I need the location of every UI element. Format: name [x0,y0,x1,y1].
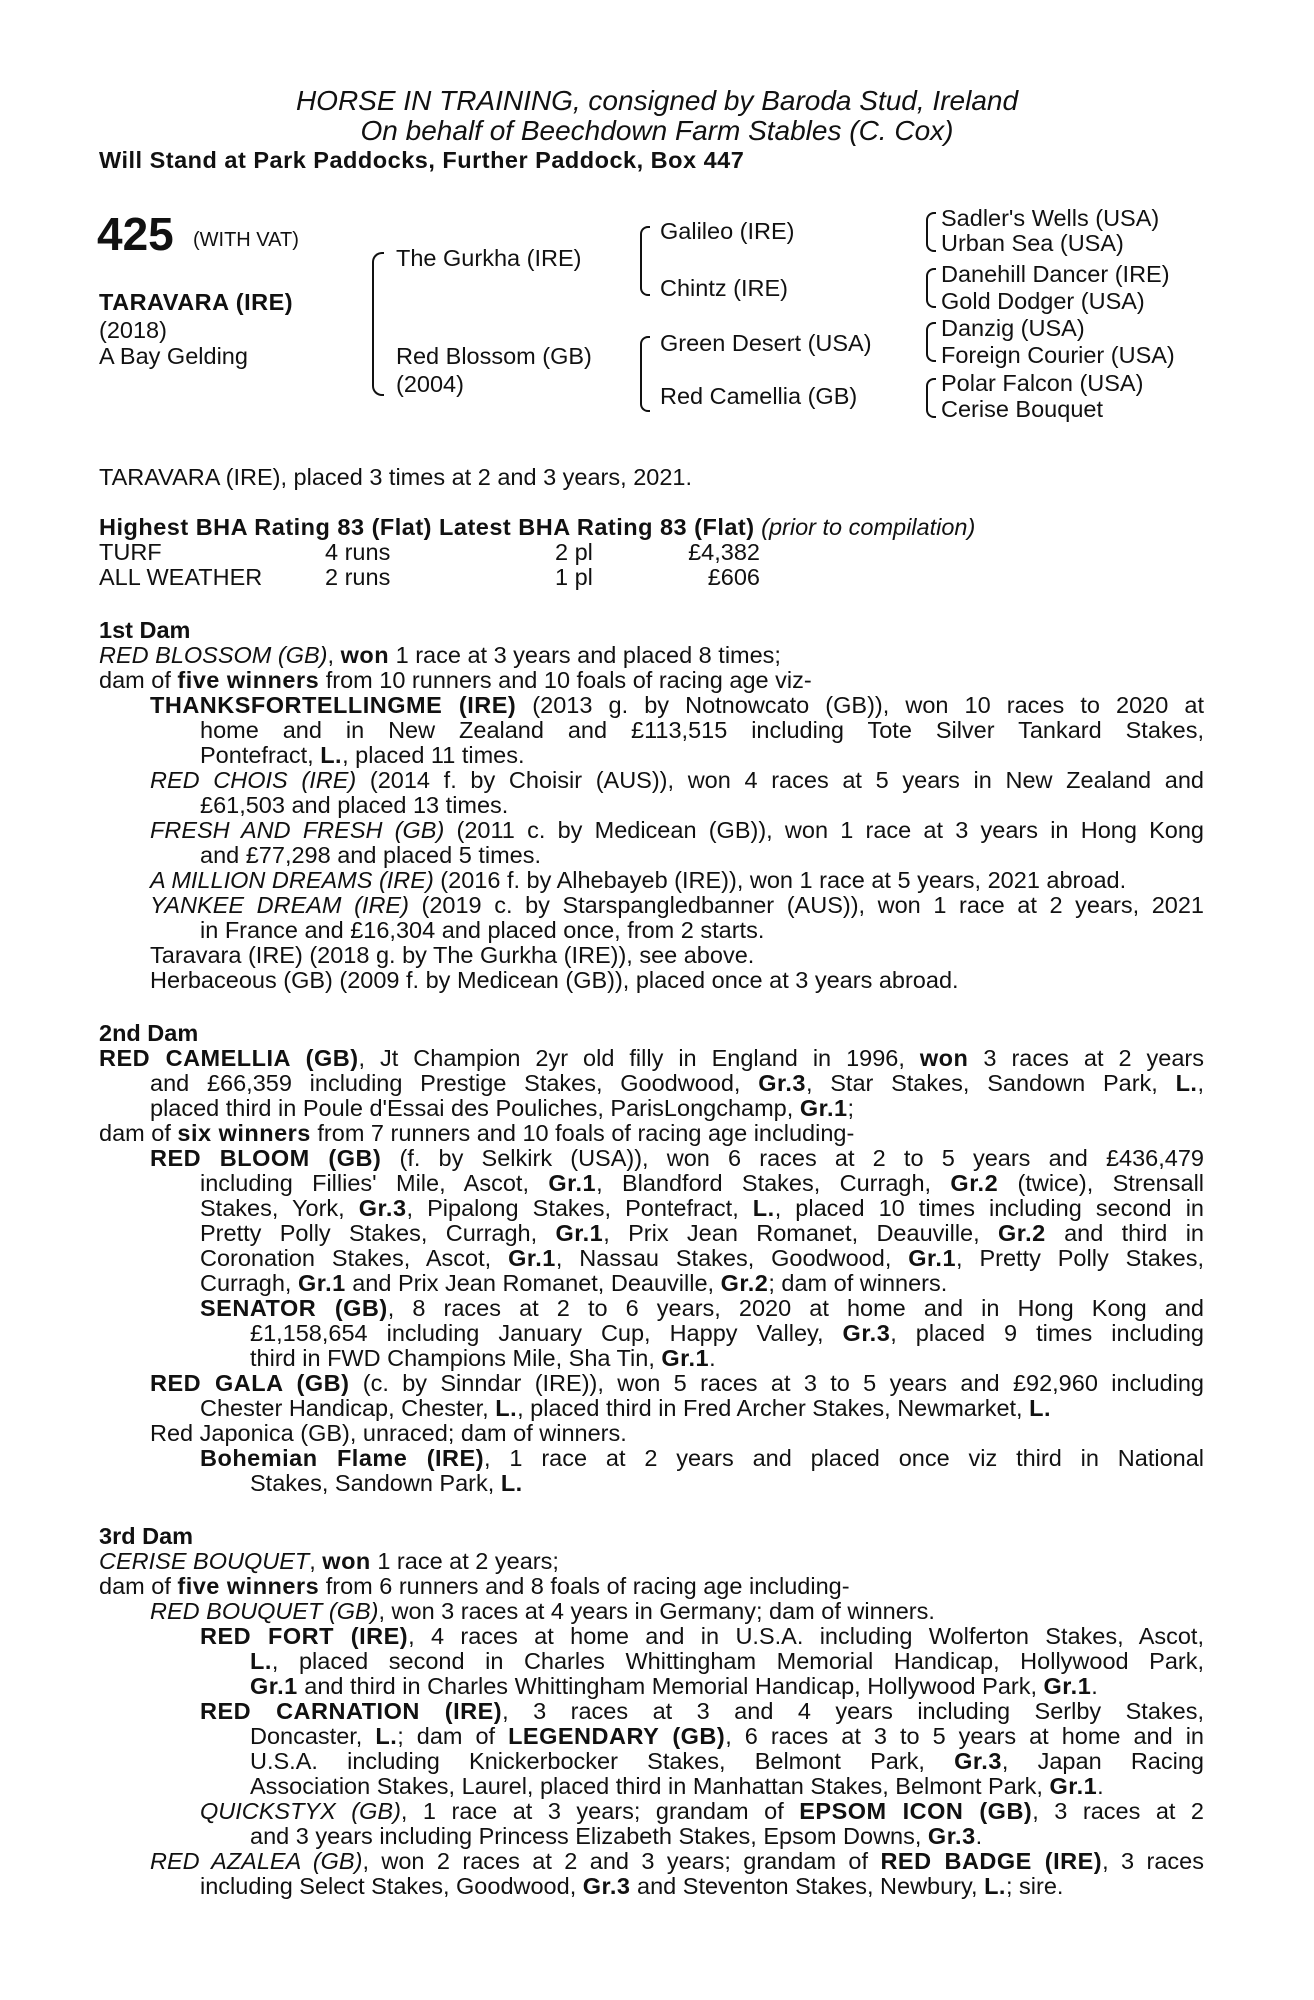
text: . [1091,1673,1098,1699]
text: , Blandford Stakes, Curragh, [596,1170,951,1196]
produce-entry-cont [250,1749,1204,1774]
grade-label: Gr.1 [1049,1773,1098,1799]
horse-year: (2018) [99,317,167,343]
grade-label: Gr.3 [758,1070,806,1096]
behalf-line: On behalf of Beechdown Farm Stables (C. Cox) [360,115,954,146]
produce-entry-cont [250,1649,1204,1674]
text: , won 3 races at 4 years in Germany; dam of winners. [378,1598,935,1624]
text: Association Stakes, Laurel, placed third in Manhattan Stakes, Belmont Park, [250,1773,1050,1799]
text: including Fillies' Mile, Ascot, [200,1170,549,1196]
first-dam-produce-line [99,668,812,693]
listed-label: L. [1029,1395,1051,1421]
rating-line [99,515,975,540]
race-summary: TARAVARA (IRE), placed 3 times at 2 and 3 years, 2021. [99,464,692,490]
produce-entry-cont [250,1674,1098,1699]
produce-entry-cont [250,1774,1104,1799]
winners-count: five winners [177,667,320,693]
first-dam-heading: 1st Dam [99,617,191,643]
second-dam-line [150,1071,1204,1096]
text: ; [847,1095,855,1121]
rating-runs: 4 runs [325,539,391,565]
text: , Jt Champion 2yr old filly in England in 1996, [358,1045,920,1071]
dam-name: RED CAMELLIA (GB) [99,1045,359,1071]
text: dam of [99,667,178,693]
horse-name: Bohemian Flame (IRE) [200,1445,485,1471]
text: ; sire. [1005,1873,1064,1899]
pedigree-g2: Urban Sea (USA) [941,230,1124,256]
third-dam-produce-line [99,1574,850,1599]
text: from 7 runners and 10 foals of racing age including- [310,1120,855,1146]
grade-label: Gr.3 [927,1823,976,1849]
produce-entry-cont [200,743,525,768]
text: , Pretty Polly Stakes, [956,1245,1204,1271]
produce-entry-cont [250,1824,982,1849]
rating-earnings: £4,382 [688,539,760,565]
horse-name: RED BADGE (IRE) [880,1848,1103,1874]
produce-entry-cont [200,1171,1204,1196]
produce-entry [150,768,1204,793]
text: and third in Charles Whittingham Memorial Handicap, Hollywood Park, [297,1673,1044,1699]
text: Chester Handicap, Chester, [200,1395,496,1421]
produce-entry [150,1371,1204,1396]
text: (2019 c. by Starspangledbanner (AUS)), won 1 race at 2 years, 2021 [408,892,1205,918]
produce-entry [150,818,1204,843]
produce-entry [150,868,1126,893]
horse-name: RED BOUQUET (GB) [150,1598,379,1624]
pedigree-brace-main [372,252,384,396]
produce-entry: Red Japonica (GB), unraced; dam of winners. [150,1420,627,1446]
listed-label: L. [1175,1070,1198,1096]
produce-entry [150,1599,935,1624]
pedigree-g1: Sadler's Wells (USA) [941,205,1160,231]
listed-label: L. [752,1195,775,1221]
horse-name: YANKEE DREAM (IRE) [150,892,409,918]
produce-entry [200,1699,1204,1724]
text: 1 race at 2 years; [370,1548,559,1574]
text: , placed 11 times. [342,742,525,768]
grade-label: Gr.3 [582,1873,631,1899]
text: Stakes, York, [200,1195,359,1221]
text: ; dam of [397,1723,509,1749]
listed-label: L. [320,742,343,768]
produce-entry [200,1799,1204,1824]
text: Doncaster, [250,1723,376,1749]
winners-count: five winners [177,1573,320,1599]
horse-name: TARAVARA (IRE) [99,289,294,315]
text: and Prix Jean Romanet, Deauville, [345,1270,721,1296]
pedigree-brace-g56 [926,322,936,362]
horse-name: RED FORT (IRE) [200,1623,409,1649]
second-dam-line [150,1096,854,1121]
rating-surface: ALL WEATHER [99,564,263,590]
horse-name: RED CARNATION (IRE) [200,1698,503,1724]
produce-entry-cont [200,1221,1204,1246]
text: and Steventon Stakes, Newbury, [630,1873,985,1899]
second-dam-line [99,1046,1204,1071]
rating-earnings: £606 [707,564,760,590]
horse-name: SENATOR (GB) [200,1295,388,1321]
text: dam of [99,1573,178,1599]
text: £1,158,654 including January Cup, Happy Valley, [250,1320,843,1346]
horse-name: LEGENDARY (GB) [508,1723,726,1749]
pedigree-brace-g12 [926,212,936,252]
text: (2011 c. by Medicean (GB)), won 1 race at 3 years in Hong Kong [444,817,1204,843]
pedigree-sire-sire: Galileo (IRE) [660,218,795,244]
won-label: won [919,1045,969,1071]
vat-note: (WITH VAT) [193,229,299,251]
grade-label: Gr.3 [358,1195,407,1221]
text: from 10 runners and 10 foals of racing age viz- [319,667,812,693]
grade-label: Gr.3 [954,1748,1002,1774]
produce-entry [150,1849,1204,1874]
text: and 3 years including Princess Elizabeth Stakes, Epsom Downs, [250,1823,928,1849]
text: , placed second in Charles Whittingham Memorial Handicap, Hollywood Park, [271,1648,1204,1674]
pedigree-g6: Foreign Courier (USA) [941,342,1175,368]
text: . [1097,1773,1104,1799]
text: , Prix Jean Romanet, Deauville, [603,1220,998,1246]
produce-entry [150,893,1204,918]
text: (2014 f. by Choisir (AUS)), won 4 races at 5 years in New Zealand and [356,767,1204,793]
third-dam-line [99,1549,559,1574]
text: , placed 9 times including [890,1320,1204,1346]
text: , 6 races at 3 to 5 years at home and in [725,1723,1204,1749]
produce-entry-cont: home and in New Zealand and £113,515 including Tote Silver Tankard Stakes, [200,717,1204,743]
produce-entry [150,693,1204,718]
text: Pretty Polly Stakes, Curragh, [200,1220,556,1246]
text: Curragh, [200,1270,298,1296]
text: dam of [99,1120,178,1146]
horse-name: RED BLOOM (GB) [150,1145,382,1171]
pedigree-g3: Danehill Dancer (IRE) [941,261,1170,287]
pedigree-dam-dam: Red Camellia (GB) [660,383,858,409]
pedigree-dam: Red Blossom (GB) [396,343,592,369]
produce-entry-cont [200,1246,1204,1271]
pedigree-brace-g78 [926,378,936,418]
pedigree-brace-g34 [926,268,936,308]
produce-entry-cont [200,1874,1063,1899]
rating-surface: TURF [99,539,162,565]
pedigree-dam-sire: Green Desert (USA) [660,330,872,356]
stand-line: Will Stand at Park Paddocks, Further Paddock, Box 447 [99,147,745,173]
horse-name: EPSOM ICON (GB) [799,1798,1033,1824]
listed-label: L. [984,1873,1006,1899]
text: and third in [1045,1220,1204,1246]
horse-name: RED AZALEA (GB) [150,1848,363,1874]
produce-entry-cont [200,1196,1204,1221]
text: (c. by Sinndar (IRE)), won 5 races at 3 to 5 years and £92,960 including [349,1370,1204,1396]
listed-label: L. [375,1723,398,1749]
pedigree-dam-year: (2004) [396,371,464,397]
text: , 8 races at 2 to 6 years, 2020 at home and in Hong Kong and [387,1295,1204,1321]
horse-name: A MILLION DREAMS (IRE) [150,867,434,893]
grade-label: Gr.1 [250,1673,298,1699]
pedigree-g7: Polar Falcon (USA) [941,370,1144,396]
produce-entry-cont: £61,503 and placed 13 times. [200,792,509,818]
consignor-line: HORSE IN TRAINING, consigned by Baroda Stud, Ireland [295,85,1019,116]
text: Coronation Stakes, Ascot, [200,1245,509,1271]
grade-label: Gr.1 [1043,1673,1092,1699]
text: (2016 f. by Alhebayeb (IRE)), won 1 race at 5 years, 2021 abroad. [433,867,1127,893]
produce-entry-cont: and £77,298 and placed 5 times. [200,842,542,868]
horse-description: A Bay Gelding [99,343,248,369]
text: Stakes, Sandown Park, [250,1470,501,1496]
rating-placed: 1 pl [555,564,593,590]
grade-label: Gr.1 [508,1245,556,1271]
second-dam-heading: 2nd Dam [99,1020,199,1046]
text: (twice), Strensall [998,1170,1205,1196]
text: , Nassau Stakes, Goodwood, [555,1245,909,1271]
won-label: won [340,642,390,668]
text: , 1 race at 2 years and placed once viz third in National [484,1445,1204,1471]
horse-name: QUICKSTYX (GB) [200,1798,401,1824]
horse-name: RED CHOIS (IRE) [150,767,357,793]
pedigree-sire: The Gurkha (IRE) [396,245,582,271]
dam-name: CERISE BOUQUET [99,1548,310,1574]
text: U.S.A. including Knickerbocker Stakes, Belmont Park, [250,1748,955,1774]
won-label: won [322,1548,371,1574]
text: including Select Stakes, Goodwood, [200,1873,583,1899]
text: , 3 races [1102,1848,1204,1874]
text: , 4 races at home and in U.S.A. including Wolferton Stakes, Ascot, [408,1623,1204,1649]
produce-entry-cont [250,1724,1204,1749]
text: , placed third in Fred Archer Stakes, Newmarket, [517,1395,1030,1421]
text: , Star Stakes, Sandown Park, [805,1070,1176,1096]
grade-label: Gr.1 [555,1220,604,1246]
text: (2013 g. by Notnowcato (GB)), won 10 races to 2020 at [516,692,1205,718]
produce-entry [150,1146,1204,1171]
grade-label: Gr.2 [998,1220,1046,1246]
grade-label: Gr.1 [548,1170,597,1196]
produce-entry-cont [250,1321,1204,1346]
rating-title: Highest BHA Rating 83 (Flat) Latest BHA Rating 83 (Flat) [99,514,755,540]
rating-runs: 2 runs [325,564,391,590]
produce-entry [200,1296,1204,1321]
text: , [309,1548,323,1574]
produce-entry-cont [200,1396,1051,1421]
pedigree-brace-dam [640,336,650,412]
text: placed third in Poule d'Essai des Pouliches, ParisLongchamp, [150,1095,800,1121]
grade-label: Gr.1 [799,1095,848,1121]
grade-label: Gr.2 [950,1170,999,1196]
lot-number: 425 [97,208,174,260]
listed-label: L. [500,1470,523,1496]
text: Pontefract, [200,742,321,768]
text: . [975,1823,983,1849]
horse-name: RED GALA (GB) [150,1370,350,1396]
grade-label: Gr.3 [842,1320,891,1346]
second-dam-produce-line [99,1121,854,1146]
text: , [327,642,341,668]
produce-entry [200,1624,1204,1649]
grade-label: Gr.1 [908,1245,957,1271]
text: , 3 races at 3 and 4 years including Serlby Stakes, [502,1698,1204,1724]
pedigree-g5: Danzig (USA) [941,315,1085,341]
winners-count: six winners [177,1120,311,1146]
text: third in FWD Champions Mile, Sha Tin, [250,1345,662,1371]
listed-label: L. [495,1395,518,1421]
text: , 1 race at 3 years; grandam of [400,1798,800,1824]
produce-entry-cont: in France and £16,304 and placed once, from 2 starts. [200,917,765,943]
produce-entry-cont [250,1471,523,1496]
rating-placed: 2 pl [555,539,593,565]
produce-entry [200,1446,1204,1471]
grade-label: Gr.1 [661,1345,710,1371]
text: , Japan Racing [1001,1748,1204,1774]
grade-label: Gr.2 [720,1270,769,1296]
text: . [709,1345,716,1371]
dam-name: RED BLOSSOM (GB) [99,642,328,668]
text: , [1197,1070,1204,1096]
pedigree-brace-sire [640,226,650,296]
text: , Pipalong Stakes, Pontefract, [406,1195,753,1221]
text: ; dam of winners. [768,1270,948,1296]
text: and £66,359 including Prestige Stakes, Goodwood, [150,1070,759,1096]
rating-note: (prior to compilation) [761,514,976,540]
third-dam-heading: 3rd Dam [99,1523,194,1549]
pedigree-sire-dam: Chintz (IRE) [660,275,788,301]
text: 3 races at 2 years [968,1045,1205,1071]
pedigree-g4: Gold Dodger (USA) [941,288,1145,314]
text: (f. by Selkirk (USA)), won 6 races at 2 to 5 years and £436,479 [381,1145,1204,1171]
first-dam-line [99,643,781,668]
text: , won 2 races at 2 and 3 years; grandam of [362,1848,881,1874]
produce-entry: Taravara (IRE) (2018 g. by The Gurkha (IRE)), see above. [150,942,755,968]
produce-entry-cont [250,1346,716,1371]
produce-entry: Herbaceous (GB) (2009 f. by Medicean (GB)), placed once at 3 years abroad. [150,967,959,993]
text: 1 race at 3 years and placed 8 times; [389,642,781,668]
produce-entry-cont [200,1271,947,1296]
horse-name: THANKSFORTELLINGME (IRE) [150,692,517,718]
pedigree-g8: Cerise Bouquet [941,396,1103,422]
grade-label: Gr.1 [297,1270,346,1296]
text: from 6 runners and 8 foals of racing age including- [319,1573,850,1599]
text: , placed 10 times including second in [774,1195,1204,1221]
text: , 3 races at 2 [1032,1798,1204,1824]
horse-name: FRESH AND FRESH (GB) [150,817,445,843]
listed-label: L. [250,1648,272,1674]
